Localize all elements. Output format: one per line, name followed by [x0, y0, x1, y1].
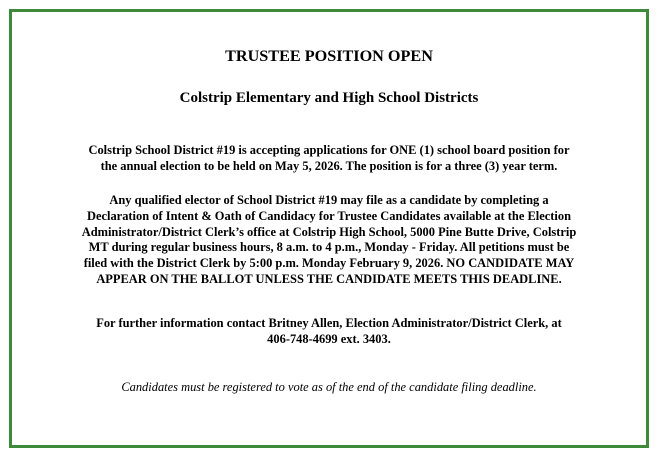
paragraph-line: Any qualified elector of School District #19 may file as a candidate by completing a [109, 193, 549, 207]
notice-border [9, 9, 649, 448]
registration-note: Candidates must be registered to vote as of the end of the candidate filing deadline. [121, 380, 537, 394]
notice-subtitle: Colstrip Elementary and High School Districts [179, 90, 479, 106]
notice-content [12, 12, 646, 445]
application-paragraph [26, 143, 632, 175]
paragraph-line: 406-748-4699 ext. 3403. [267, 331, 391, 346]
paragraph-line: APPEAR ON THE BALLOT UNLESS THE CANDIDATE MEETS THIS DEADLINE. [96, 271, 562, 286]
eligibility-paragraph [26, 193, 632, 288]
paragraph-line: filed with the District Clerk by 5:00 p.m. Monday February 9, 2026. NO CANDIDATE MAY [83, 256, 575, 271]
paragraph-line: For further information contact Britney Allen, Election Administrator/District Clerk, at [96, 316, 562, 330]
paragraph-line: MT during regular business hours, 8 a.m. to 4 p.m., Monday - Friday. All petitions must be [88, 240, 570, 255]
paragraph-line: Administrator/District Clerk’s office at Colstrip High School, 5000 Pine Butte Drive, Colstrip [81, 224, 577, 239]
notice-title: TRUSTEE POSITION OPEN [225, 47, 433, 65]
paragraph-line: the annual election to be held on May 5, 2026. The position is for a three (3) year term. [100, 158, 558, 173]
contact-paragraph [26, 316, 632, 348]
paragraph-line: Colstrip School District #19 is accepting applications for ONE (1) school board position for [88, 143, 570, 157]
paragraph-line: Declaration of Intent & Oath of Candidacy for Trustee Candidates available at the Election [86, 208, 571, 223]
